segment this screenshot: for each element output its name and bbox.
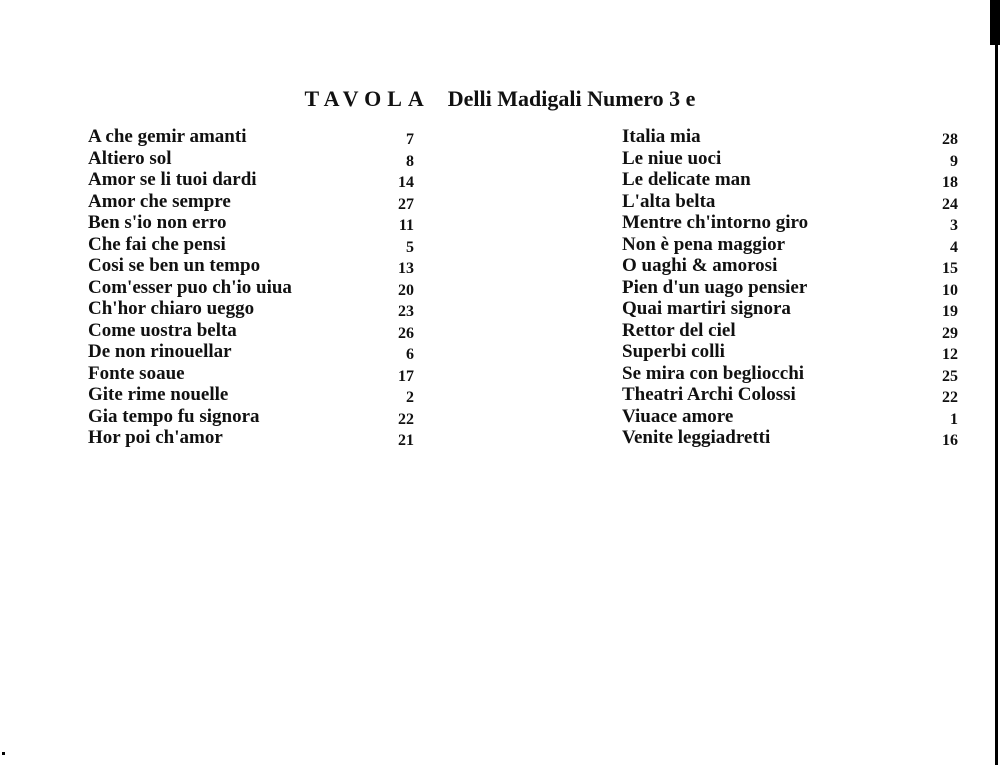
entry-title: Com'esser puo ch'io uiua bbox=[88, 276, 292, 298]
entry-title: Pien d'un uago pensier bbox=[622, 276, 808, 298]
index-entry bbox=[622, 298, 958, 320]
entry-page-number: 9 bbox=[950, 152, 958, 170]
index-entry bbox=[88, 406, 418, 428]
index-entry bbox=[88, 363, 418, 385]
entry-page-number: 23 bbox=[398, 303, 414, 320]
index-entry bbox=[622, 169, 958, 191]
index-entry bbox=[622, 255, 958, 277]
entry-title: Fonte soaue bbox=[88, 362, 185, 384]
index-entry bbox=[88, 148, 418, 170]
entry-title: Se mira con begliocchi bbox=[622, 362, 805, 384]
entry-page-number: 8 bbox=[406, 152, 414, 170]
entry-title: Ben s'io non erro bbox=[88, 212, 227, 233]
index-entry bbox=[88, 277, 418, 299]
index-entry bbox=[88, 341, 418, 363]
entry-page-number: 22 bbox=[398, 410, 414, 428]
entry-title: Cosi se ben un tempo bbox=[88, 255, 261, 276]
entry-title: L'alta belta bbox=[622, 190, 716, 212]
entry-title: Amor se li tuoi dardi bbox=[88, 169, 257, 190]
entry-title: Venite leggiadretti bbox=[622, 427, 771, 448]
entry-page-number: 26 bbox=[398, 324, 414, 342]
entry-page-number: 14 bbox=[398, 174, 414, 191]
entry-title: Gite rime nouelle bbox=[88, 384, 229, 405]
index-entry bbox=[88, 212, 418, 234]
page-corner-mark bbox=[990, 0, 1000, 45]
entry-page-number: 20 bbox=[398, 281, 414, 299]
entry-page-number: 4 bbox=[950, 238, 958, 256]
entry-page-number: 11 bbox=[398, 217, 414, 234]
entry-title: Mentre ch'intorno giro bbox=[622, 212, 809, 233]
index-entry bbox=[88, 427, 418, 449]
entry-title: Che fai che pensi bbox=[88, 233, 226, 255]
index-entry bbox=[88, 384, 418, 406]
entry-page-number: 21 bbox=[398, 432, 414, 449]
entry-title: Le niue uoci bbox=[622, 147, 722, 169]
entry-title: Ch'hor chiaro ueggo bbox=[88, 298, 255, 319]
entry-page-number: 16 bbox=[942, 432, 958, 449]
index-entry bbox=[622, 148, 958, 170]
index-column-right bbox=[622, 126, 958, 449]
entry-title: Le delicate man bbox=[622, 169, 751, 190]
index-entry bbox=[622, 363, 958, 385]
entry-title: Gia tempo fu signora bbox=[88, 405, 260, 427]
entry-page-number: 17 bbox=[398, 367, 414, 385]
index-entry bbox=[88, 126, 418, 148]
entry-page-number: 3 bbox=[950, 217, 958, 234]
entry-page-number: 12 bbox=[942, 346, 958, 363]
index-entry bbox=[622, 212, 958, 234]
table-header bbox=[0, 86, 1000, 112]
index-entry bbox=[622, 341, 958, 363]
index-column-left bbox=[88, 126, 418, 449]
index-entry bbox=[622, 427, 958, 449]
entry-title: Altiero sol bbox=[88, 147, 172, 169]
index-entry bbox=[622, 406, 958, 428]
entry-page-number: 5 bbox=[406, 238, 414, 256]
index-entry bbox=[622, 126, 958, 148]
index-entry bbox=[88, 255, 418, 277]
page-edge-rule bbox=[995, 0, 998, 765]
entry-page-number: 28 bbox=[942, 131, 958, 148]
index-entry bbox=[622, 191, 958, 213]
entry-title: Theatri Archi Colossi bbox=[622, 384, 796, 405]
entry-page-number: 6 bbox=[406, 346, 414, 363]
entry-page-number: 13 bbox=[398, 260, 414, 277]
entry-title: Rettor del ciel bbox=[622, 319, 736, 341]
index-entry bbox=[88, 191, 418, 213]
entry-title: A che gemir amanti bbox=[88, 126, 247, 147]
entry-page-number: 25 bbox=[942, 367, 958, 385]
entry-page-number: 22 bbox=[942, 389, 958, 406]
entry-title: Quai martiri signora bbox=[622, 298, 791, 319]
entry-page-number: 19 bbox=[942, 303, 958, 320]
index-entry bbox=[622, 384, 958, 406]
index-subtitle: Delli Madigali Numero 3 e bbox=[447, 86, 696, 111]
entry-page-number: 15 bbox=[942, 260, 958, 277]
entry-title: Viuace amore bbox=[622, 405, 734, 427]
entry-title: Superbi colli bbox=[622, 341, 725, 362]
index-title: TAVOLA bbox=[304, 86, 430, 111]
entry-title: Amor che sempre bbox=[88, 190, 231, 212]
entry-page-number: 24 bbox=[942, 195, 958, 213]
entry-page-number: 7 bbox=[406, 131, 414, 148]
entry-title: O uaghi & amorosi bbox=[622, 255, 778, 276]
entry-page-number: 29 bbox=[942, 324, 958, 342]
index-entry bbox=[622, 320, 958, 342]
entry-page-number: 2 bbox=[406, 389, 414, 406]
index-entry bbox=[88, 298, 418, 320]
entry-page-number: 27 bbox=[398, 195, 414, 213]
entry-title: De non rinouellar bbox=[88, 341, 232, 362]
entry-title: Come uostra belta bbox=[88, 319, 237, 341]
entry-title: Non è pena maggior bbox=[622, 233, 786, 255]
index-entry bbox=[88, 169, 418, 191]
entry-page-number: 18 bbox=[942, 174, 958, 191]
margin-tick bbox=[2, 752, 5, 755]
index-entry bbox=[88, 320, 418, 342]
entry-title: Italia mia bbox=[622, 126, 701, 147]
index-entry bbox=[88, 234, 418, 256]
index-entry bbox=[622, 234, 958, 256]
entry-page-number: 10 bbox=[942, 281, 958, 299]
index-entry bbox=[622, 277, 958, 299]
entry-page-number: 1 bbox=[950, 410, 958, 428]
entry-title: Hor poi ch'amor bbox=[88, 427, 223, 448]
